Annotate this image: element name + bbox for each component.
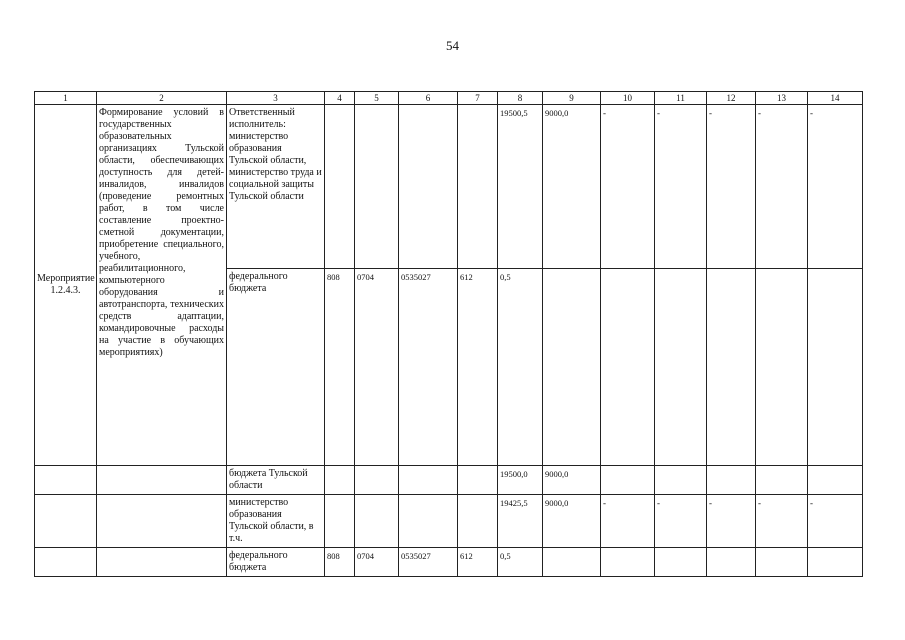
table-cell — [458, 466, 498, 495]
table-cell — [756, 269, 808, 466]
table-cell: 0535027 — [399, 269, 458, 466]
table-cell — [97, 495, 227, 548]
activity-description: Формирование условий в государственных образовательных организациях Тульской области, обеспечивающих доступность для детей-инвалидов, инвалидов (проведение ремонтных работ, в том числе составление проектно-сметной документации, приобретение специального, учебного, реабилитационного, компьютерного оборудования и автотранспорта, технических средств адаптации, командировочные расходы на участие в обучающих мероприятиях) — [97, 105, 227, 466]
table-cell: 0535027 — [399, 548, 458, 577]
table-cell — [35, 495, 97, 548]
table-cell: 19500,5 — [498, 105, 543, 269]
table-cell — [97, 548, 227, 577]
table-row — [35, 466, 863, 495]
table-cell: 19425,5 — [498, 495, 543, 548]
funding-source: федерального бюджета — [227, 269, 325, 466]
header-cell: 6 — [399, 92, 458, 105]
table-cell — [325, 495, 355, 548]
table-cell: 612 — [458, 269, 498, 466]
table-cell — [601, 269, 655, 466]
table-cell: 0,5 — [498, 548, 543, 577]
table-cell: - — [756, 105, 808, 269]
header-cell: 5 — [355, 92, 399, 105]
table-cell: - — [808, 495, 863, 548]
table-cell — [655, 466, 707, 495]
table-cell: - — [756, 495, 808, 548]
table-row — [35, 495, 863, 548]
page-number: 54 — [446, 38, 459, 53]
table-cell — [601, 548, 655, 577]
table-cell: 808 — [325, 548, 355, 577]
table-cell — [35, 548, 97, 577]
table-cell: - — [601, 105, 655, 269]
table-cell: - — [707, 495, 756, 548]
table-cell — [355, 495, 399, 548]
table-cell — [655, 548, 707, 577]
table-cell: - — [655, 495, 707, 548]
funding-source: федерального бюджета — [227, 548, 325, 577]
table-cell: 9000,0 — [543, 466, 601, 495]
table-row — [35, 548, 863, 577]
table-cell — [355, 105, 399, 269]
header-cell: 11 — [655, 92, 707, 105]
table-cell: - — [601, 495, 655, 548]
header-cell: 1 — [35, 92, 97, 105]
activity-label: Мероприятие 1.2.4.3. — [35, 105, 97, 466]
header-cell: 4 — [325, 92, 355, 105]
table-cell — [808, 269, 863, 466]
table-cell — [543, 269, 601, 466]
header-cell: 10 — [601, 92, 655, 105]
table-cell — [808, 548, 863, 577]
table-cell — [325, 466, 355, 495]
table-cell — [601, 466, 655, 495]
table-cell — [325, 105, 355, 269]
table-cell: - — [808, 105, 863, 269]
table-cell — [97, 466, 227, 495]
table-cell: 19500,0 — [498, 466, 543, 495]
header-cell: 14 — [808, 92, 863, 105]
header-cell: 3 — [227, 92, 325, 105]
table-cell: 0704 — [355, 269, 399, 466]
table-cell — [756, 466, 808, 495]
header-cell: 8 — [498, 92, 543, 105]
table-cell — [808, 466, 863, 495]
table-cell: 808 — [325, 269, 355, 466]
table-cell — [707, 548, 756, 577]
table-row — [35, 105, 863, 269]
table-cell — [458, 495, 498, 548]
table-cell: 0,5 — [498, 269, 543, 466]
table-cell: 0704 — [355, 548, 399, 577]
header-cell: 13 — [756, 92, 808, 105]
funding-source: министерство образования Тульской области, в т.ч. — [227, 495, 325, 548]
table-cell: 612 — [458, 548, 498, 577]
table-cell: - — [655, 105, 707, 269]
table-cell — [399, 105, 458, 269]
funding-source: Ответственный исполнитель: министерство образования Тульской области, министерство труда и социальной защиты Тульской области — [227, 105, 325, 269]
header-row — [35, 92, 863, 105]
funding-source: бюджета Тульской области — [227, 466, 325, 495]
program-table — [34, 91, 863, 577]
header-cell: 12 — [707, 92, 756, 105]
table-cell: 9000,0 — [543, 105, 601, 269]
table-cell — [35, 466, 97, 495]
table-cell — [355, 466, 399, 495]
header-cell: 9 — [543, 92, 601, 105]
table-cell: - — [707, 105, 756, 269]
table-cell — [655, 269, 707, 466]
table-cell — [458, 105, 498, 269]
header-cell: 2 — [97, 92, 227, 105]
table-cell — [707, 466, 756, 495]
table-cell — [756, 548, 808, 577]
table-cell — [399, 466, 458, 495]
header-cell: 7 — [458, 92, 498, 105]
table-cell — [543, 548, 601, 577]
table-cell — [707, 269, 756, 466]
table-cell — [399, 495, 458, 548]
table-cell: 9000,0 — [543, 495, 601, 548]
